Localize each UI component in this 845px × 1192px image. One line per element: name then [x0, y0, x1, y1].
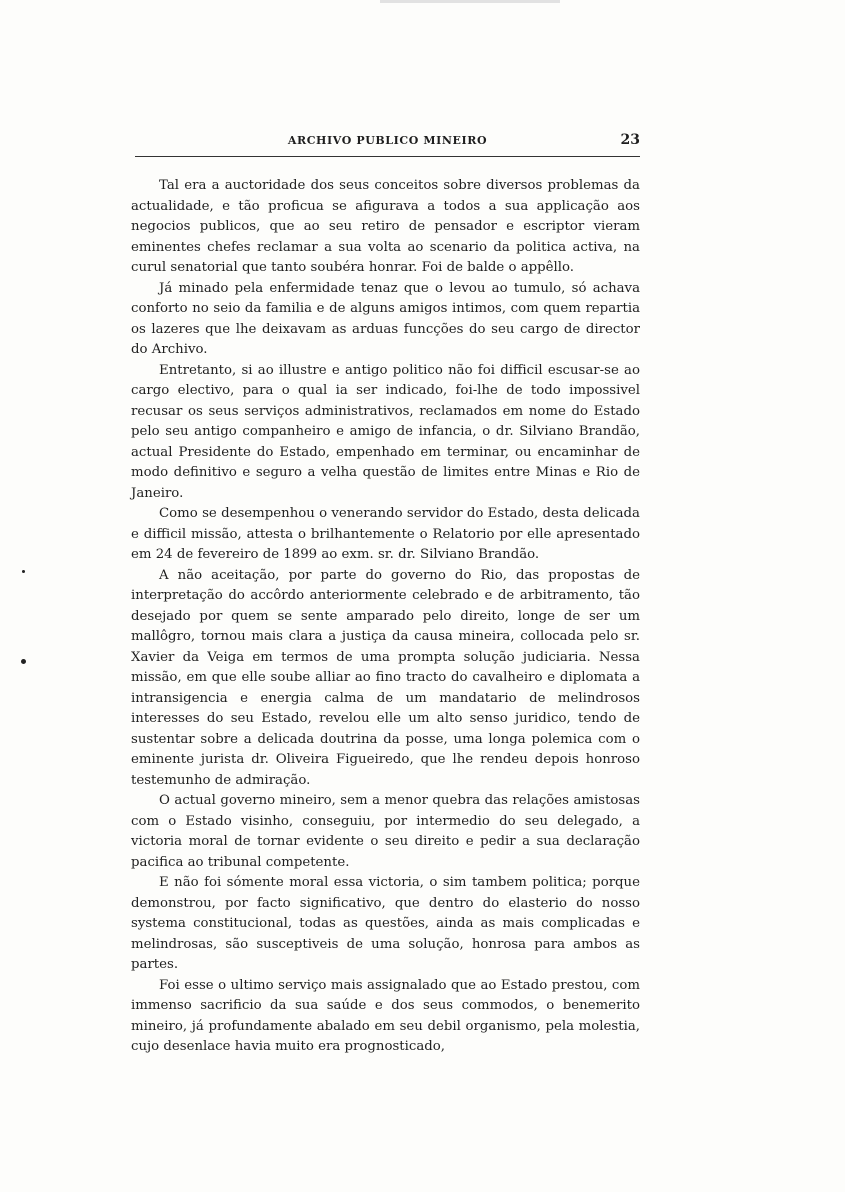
- paragraph: E não foi sómente moral essa victoria, o sim tambem politica; porque demonstrou, por facto significativo, que dentro do elasterio do nosso systema constitucional, todas as questões, ainda as mais complicadas e melindrosas, são susceptiveis de uma solução, honrosa para ambos as partes.: [131, 875, 640, 972]
- scan-edge-shadow: [380, 0, 560, 3]
- body-text: [131, 176, 640, 1058]
- paragraph: A não aceitação, por parte do governo do Rio, das propostas de interpretação do accôrdo anteriormente celebrado e de arbitramento, tão desejado por quem se sente amparado pelo direito, longe de ser um mallôgro, tornou mais clara a justiça da causa mineira, collocada pelo sr. Xavier da Veiga em termos de uma prompta solução judiciaria. Nessa missão, em que elle soube alliar ao fino tracto do cavalheiro e diplomata a intransigencia e energia calma de um mandatario de melindrosos interesses do seu Estado, revelou elle um alto senso juridico, tendo de sustentar sobre a delicada doutrina da posse, uma longa polemica com o eminente jurista dr. Oliveira Figueiredo, que lhe rendeu depois honroso testemunho de admiração.: [131, 567, 640, 788]
- paragraph: Entretanto, si ao illustre e antigo politico não foi difficil escusar-se ao cargo electivo, para o qual ia ser indicado, foi-lhe de todo impossivel recusar os seus serviços administrativos, reclamados em nome do Estado pelo seu antigo companheiro e amigo de infancia, o dr. Silviano Brandão, actual Presidente do Estado, empenhado em terminar, ou encaminhar de modo definitivo e seguro a velha questão de limites entre Minas e Rio de Janeiro.: [131, 362, 640, 501]
- paragraph: Foi esse o ultimo serviço mais assignalado que ao Estado prestou, com immenso sacrificio da sua saúde e dos seus commodos, o benemerito mineiro, já profundamente abalado em seu debil organismo, pela molestia, cujo desenlace havia muito era prognosticado,: [131, 977, 640, 1054]
- page-number: 23: [620, 132, 640, 148]
- paragraph: Como se desempenhou o venerando servidor do Estado, desta delicada e difficil missão, attesta o brilhantemente o Relatorio por elle apresentado em 24 de fevereiro de 1899 ao exm. sr. dr. Silviano Brandão.: [131, 506, 640, 562]
- paragraph: Tal era a auctoridade dos seus conceitos sobre diversos problemas da actualidade, e tão proficua se afigurava a todos a sua applicação aos negocios publicos, que ao seu retiro de pensador e escriptor vieram eminentes chefes reclamar a sua volta ao scenario da politica activa, na curul senatorial que tanto soubéra honrar. Foi de balde o appêllo.: [131, 178, 640, 275]
- paragraph: O actual governo mineiro, sem a menor quebra das relações amistosas com o Estado visinho, conseguiu, por intermedio do seu delegado, a victoria moral de tornar evidente o seu direito e pedir a sua declaração pacifica ao tribunal competente.: [131, 793, 640, 870]
- running-title: ARCHIVO PUBLICO MINEIRO: [287, 134, 488, 147]
- margin-speck: [22, 570, 25, 573]
- header-rule: [135, 156, 640, 157]
- page-header: [135, 132, 640, 154]
- paragraph: Já minado pela enfermidade tenaz que o levou ao tumulo, só achava conforto no seio da familia e de alguns amigos intimos, com quem repartia os lazeres que lhe deixavam as arduas funcções do seu cargo de director do Archivo.: [131, 280, 640, 357]
- margin-speck: [21, 659, 26, 664]
